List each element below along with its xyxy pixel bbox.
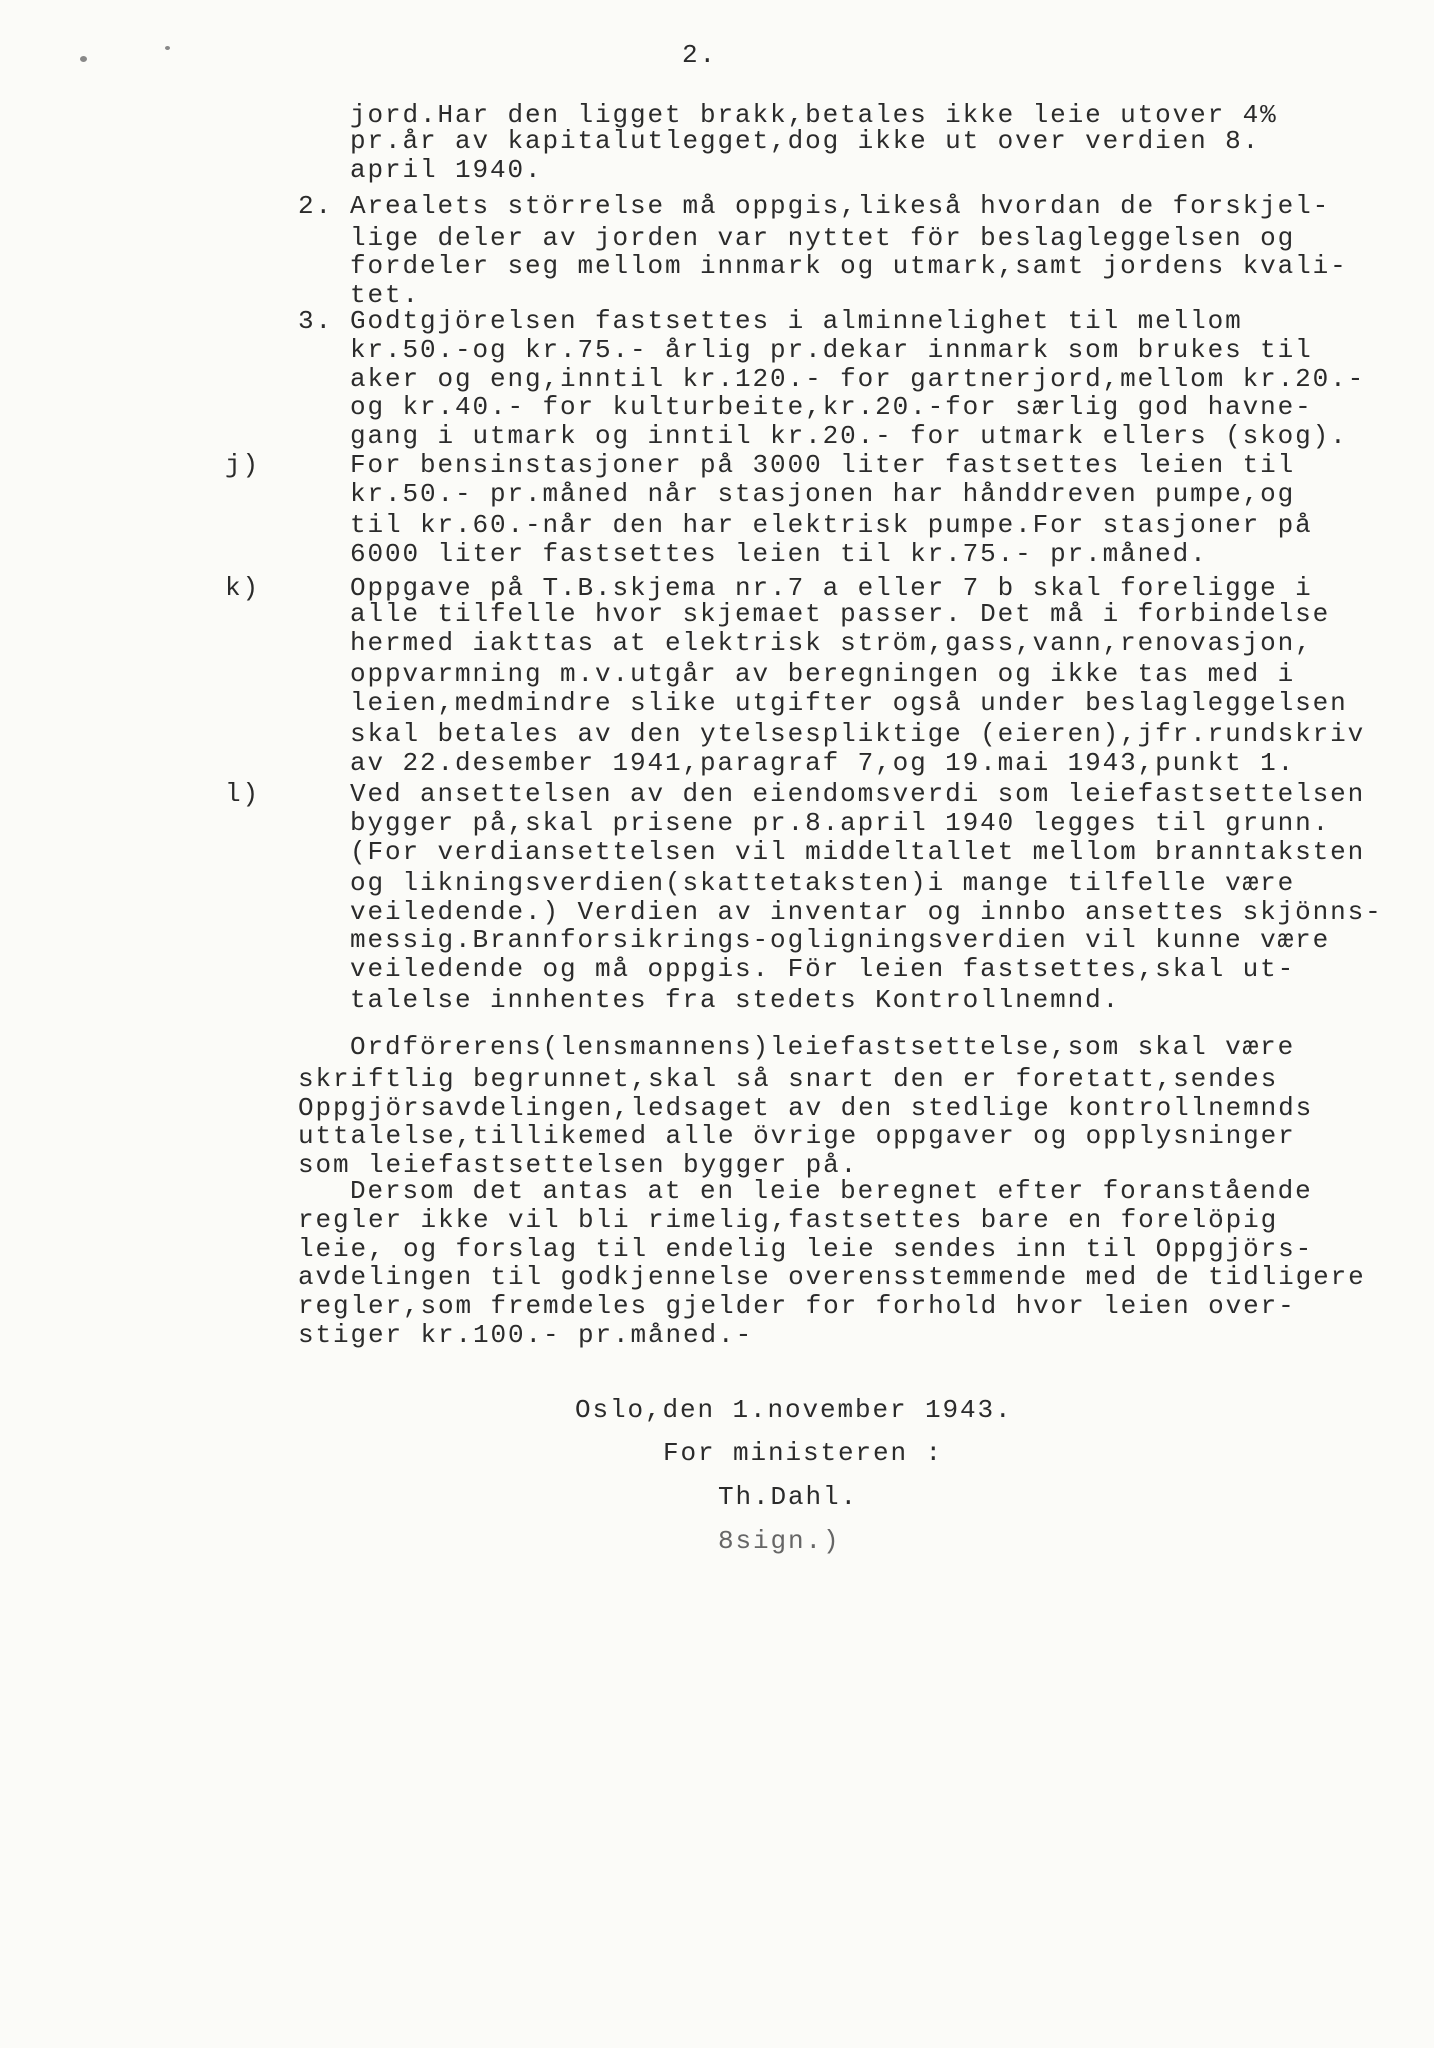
text-line: av 22.desember 1941,paragraf 7,og 19.mai 1943,punkt 1. — [350, 748, 1296, 778]
text-line: veiledende.) Verdien av inventar og innbo ansettes skjönns- — [350, 897, 1383, 927]
place-date: Oslo,den 1.november 1943. — [575, 1395, 1013, 1425]
text-line: jord.Har den ligget brakk,betales ikke leie utover 4% — [350, 100, 1278, 130]
text-line: For bensinstasjoner på 3000 liter fastsettes leien til — [350, 450, 1296, 480]
text-line: fordeler seg mellom innmark og utmark,samt jordens kvali- — [350, 251, 1348, 281]
text-line: til kr.60.-når den har elektrisk pumpe.For stasjoner på — [350, 510, 1313, 540]
text-line: regler ikke vil bli rimelig,fastsettes bare en forelöpig — [298, 1205, 1279, 1235]
item-label: 2. — [298, 191, 334, 221]
text-line: og likningsverdien(skattetaksten)i mange tilfelle være — [350, 868, 1296, 898]
text-line: messig.Brannforsikrings-ogligningsverdien vil kunne være — [350, 925, 1331, 955]
page-number: 2. — [682, 40, 718, 70]
item-label: l) — [225, 779, 261, 809]
text-line: veiledende og må oppgis. För leien fastsettes,skal ut- — [350, 954, 1296, 984]
paper-speck — [80, 56, 87, 62]
text-line: uttalelse,tillikemed alle övrige oppgaver og opplysninger — [298, 1121, 1296, 1151]
item-label: j) — [225, 450, 261, 480]
text-line: leie, og forslag til endelig leie sendes inn til Oppgjörs- — [298, 1234, 1314, 1264]
text-line: kr.50.- pr.måned når stasjonen har hånddreven pumpe,og — [350, 479, 1296, 509]
text-line: Arealets störrelse må oppgis,likeså hvordan de forskjel- — [350, 191, 1331, 221]
text-line: Oppgave på T.B.skjema nr.7 a eller 7 b skal foreligge i — [350, 573, 1313, 603]
text-line: stiger kr.100.- pr.måned.- — [298, 1320, 754, 1350]
text-line: Dersom det antas at en leie beregnet efter foranstående — [350, 1176, 1313, 1206]
for-minister: For ministeren : — [663, 1438, 944, 1468]
text-line: 6000 liter fastsettes leien til kr.75.- pr.måned. — [350, 539, 1208, 569]
text-line: regler,som fremdeles gjelder for forhold hvor leien over- — [298, 1291, 1296, 1321]
text-line: skriftlig begrunnet,skal så snart den er foretatt,sendes — [298, 1064, 1279, 1094]
text-line: leien,medmindre slike utgifter også under beslagleggelsen — [350, 688, 1348, 718]
text-line: pr.år av kapitalutlegget,dog ikke ut over verdien 8. — [350, 126, 1261, 156]
text-line: april 1940. — [350, 155, 543, 185]
text-line: Godtgjörelsen fastsettes i alminnelighet til mellom — [350, 306, 1243, 336]
signer-name: Th.Dahl. — [718, 1482, 859, 1512]
text-line: bygger på,skal prisene pr.8.april 1940 legges til grunn. — [350, 808, 1331, 838]
text-line: tet. — [350, 280, 421, 310]
text-line: Ordförerens(lensmannens)leiefastsettelse,som skal være — [350, 1032, 1296, 1062]
text-line: oppvarmning m.v.utgår av beregningen og ikke tas med i — [350, 659, 1296, 689]
text-line: aker og eng,inntil kr.120.- for gartnerjord,mellom kr.20.- — [350, 364, 1366, 394]
item-label: 3. — [298, 306, 334, 336]
text-line: hermed iakttas at elektrisk ström,gass,vann,renovasjon, — [350, 628, 1313, 658]
text-line: kr.50.-og kr.75.- årlig pr.dekar innmark som brukes til — [350, 335, 1313, 365]
item-label: k) — [225, 573, 261, 603]
text-line: (For verdiansettelsen vil middeltallet mellom branntaksten — [350, 837, 1366, 867]
text-line: Oppgjörsavdelingen,ledsaget av den stedlige kontrollnemnds — [298, 1093, 1314, 1123]
text-line: avdelingen til godkjennelse overensstemmende med de tidligere — [298, 1262, 1366, 1292]
text-line: som leiefastsettelsen bygger på. — [298, 1150, 859, 1180]
text-line: Ved ansettelsen av den eiendomsverdi som leiefastsettelsen — [350, 779, 1366, 809]
text-line: og kr.40.- for kulturbeite,kr.20.-for særlig god havne- — [350, 392, 1313, 422]
signed-note: 8sign.) — [718, 1526, 841, 1556]
text-line: talelse innhentes fra stedets Kontrollnemnd. — [350, 985, 1121, 1015]
text-line: skal betales av den ytelsespliktige (eieren),jfr.rundskriv — [350, 719, 1366, 749]
paper-speck — [165, 46, 170, 50]
text-line: lige deler av jorden var nyttet för beslagleggelsen og — [350, 223, 1296, 253]
text-line: gang i utmark og inntil kr.20.- for utmark ellers (skog). — [350, 421, 1348, 451]
text-line: alle tilfelle hvor skjemaet passer. Det må i forbindelse — [350, 599, 1331, 629]
